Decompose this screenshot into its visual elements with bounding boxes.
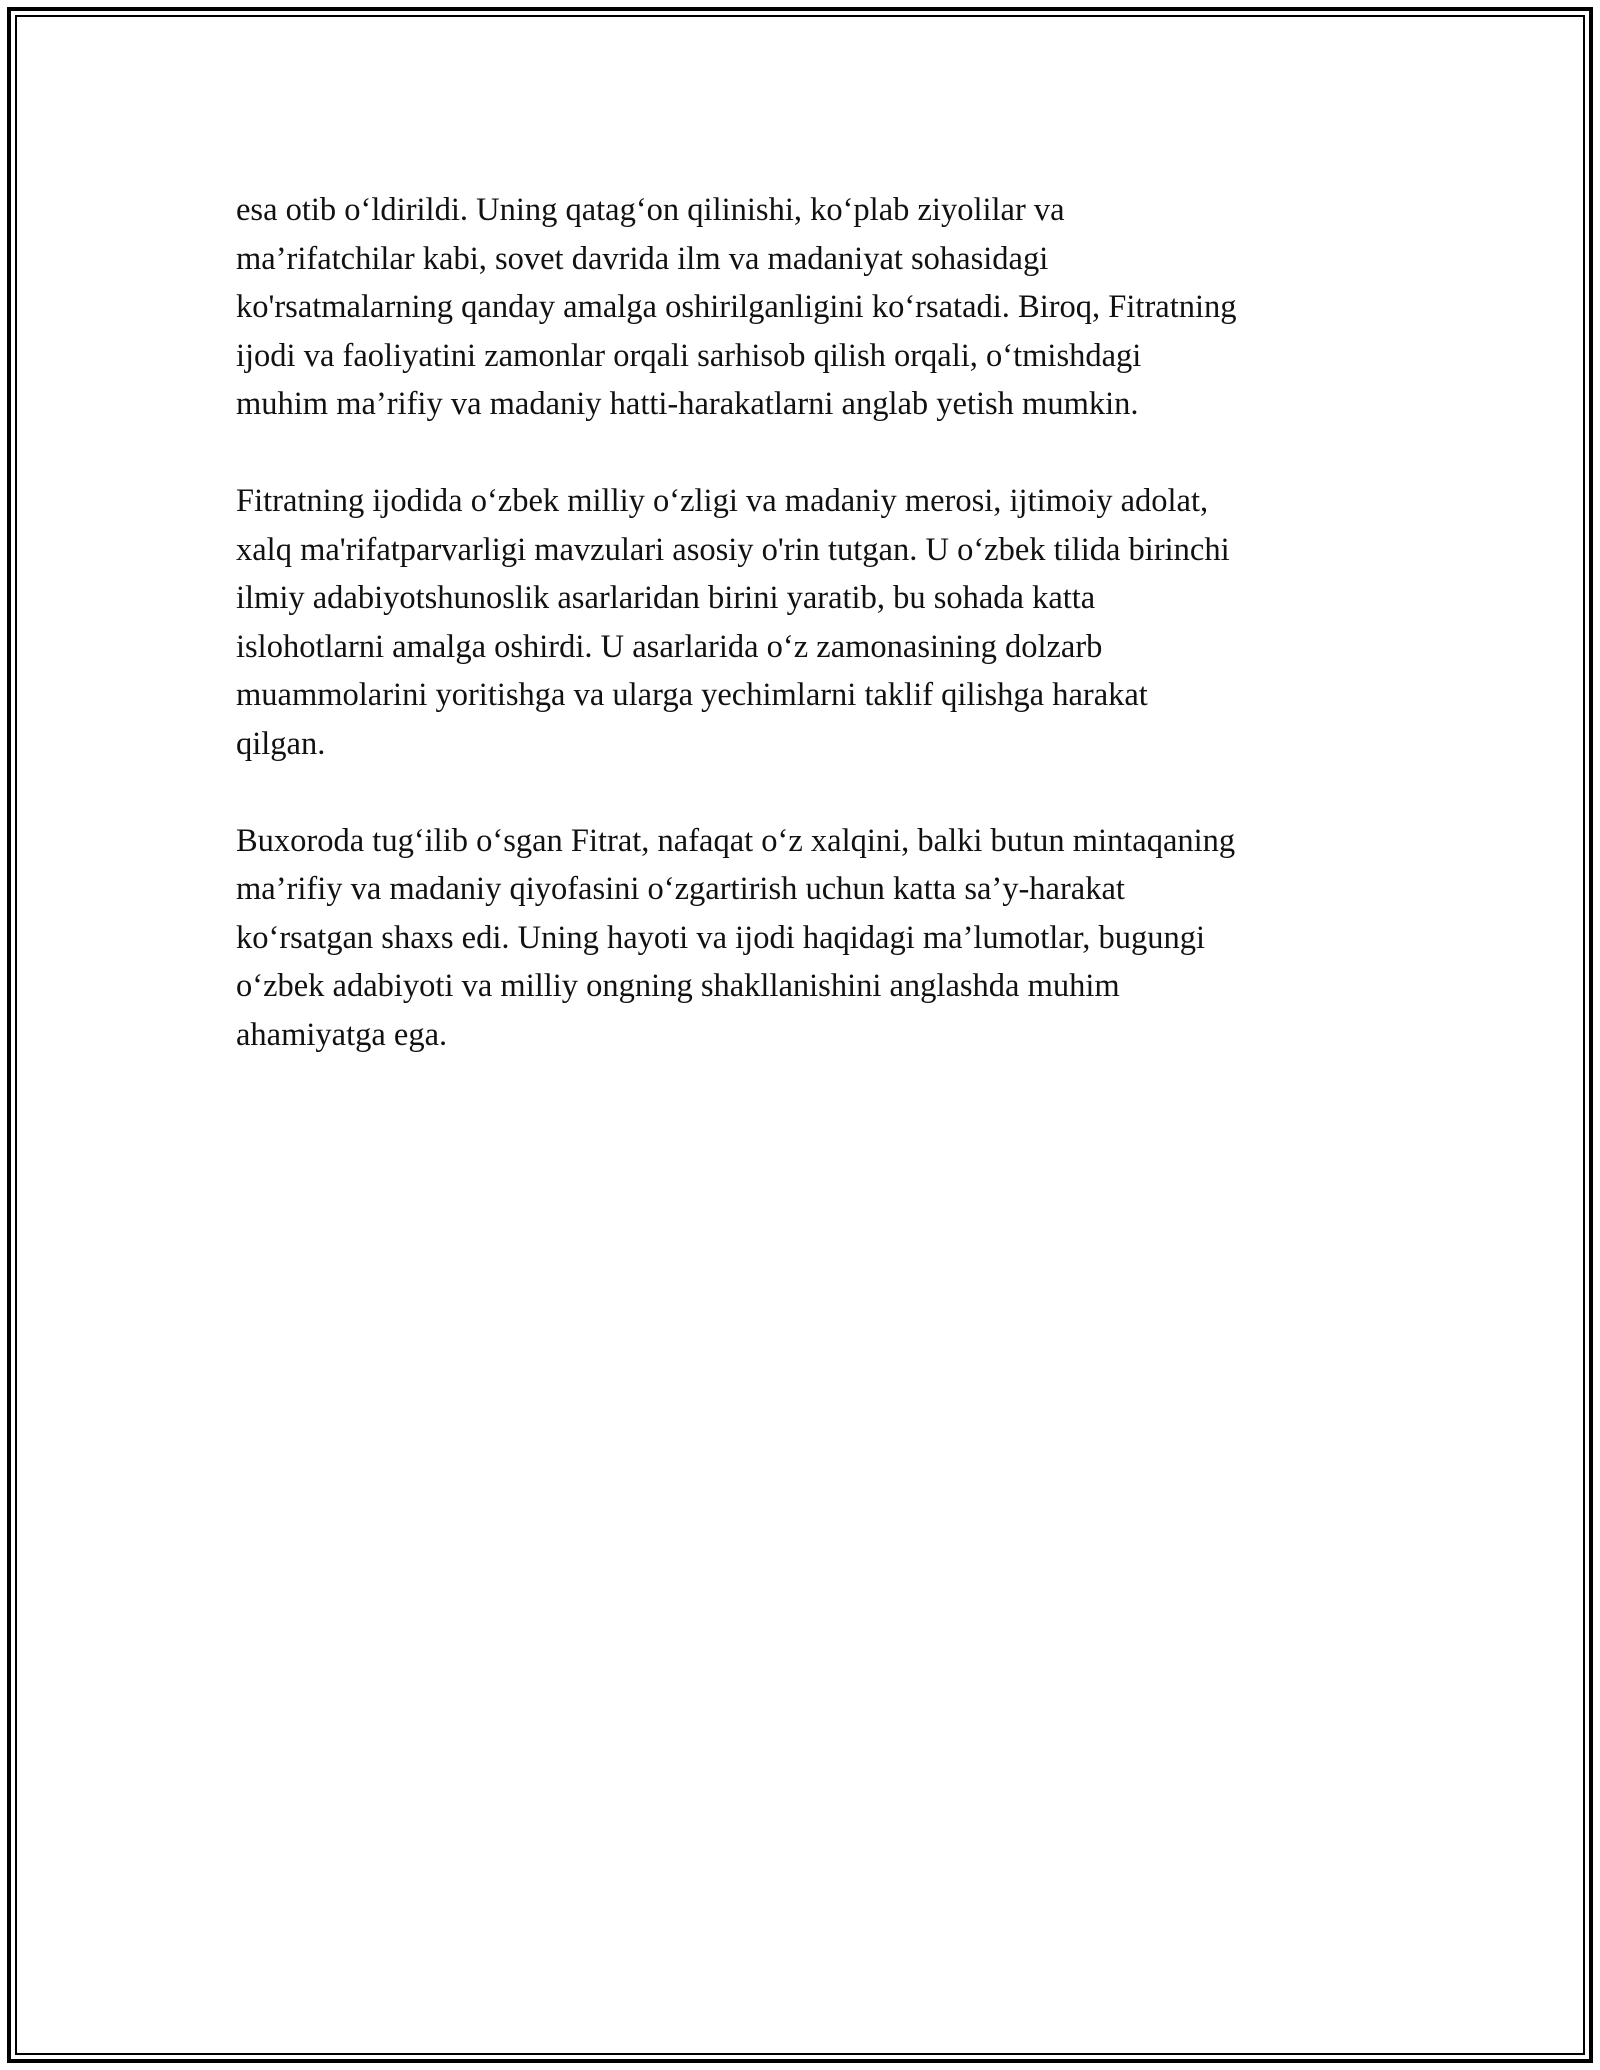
paragraph-3: Buxoroda tug‘ilib o‘sgan Fitrat, nafaqat o‘z xalqini, balki butun mintaqaning ma’rifiy va madaniy qiyofasini o‘zgartirish uchun katta sa’y-harakat ko‘rsatgan shaxs edi. Uning hayoti va ijodi haqidagi ma’lumotlar, bugungi o‘zbek adabiyoti va milliy ongning shakllanishini anglashda muhim ahamiyatga ega. bbox=[236, 822, 1236, 1053]
paragraph-2: Fitratning ijodida o‘zbek milliy o‘zligi va madaniy merosi, ijtimoiy adolat, xalq ma'rifatparvarligi mavzulari asosiy o'rin tutgan. U o‘zbek tilida birinchi ilmiy adabiyotshunoslik asarlaridan birini yaratib, bu sohada katta islohotlarni amalga oshirdi. U asarlarida o‘z zamonasining dolzarb muammolarini yoritishga va ularga yechimlarni taklif qilishga harakat qilgan. bbox=[236, 483, 1230, 762]
document-body bbox=[236, 186, 1386, 1108]
paragraph-1: esa otib o‘ldirildi. Uning qatag‘on qilinishi, ko‘plab ziyolilar va ma’rifatchilar kabi, sovet davrida ilm va madaniyat sohasidagi ko'rsatmalarning qanday amalga oshirilganligini ko‘rsatadi. Biroq, Fitratning ijodi va faoliyatini zamonlar orqali sarhisob qilish orqali, o‘tmishdagi muhim ma’rifiy va madaniy hatti-harakatlarni anglab yetish mumkin. bbox=[236, 192, 1237, 422]
